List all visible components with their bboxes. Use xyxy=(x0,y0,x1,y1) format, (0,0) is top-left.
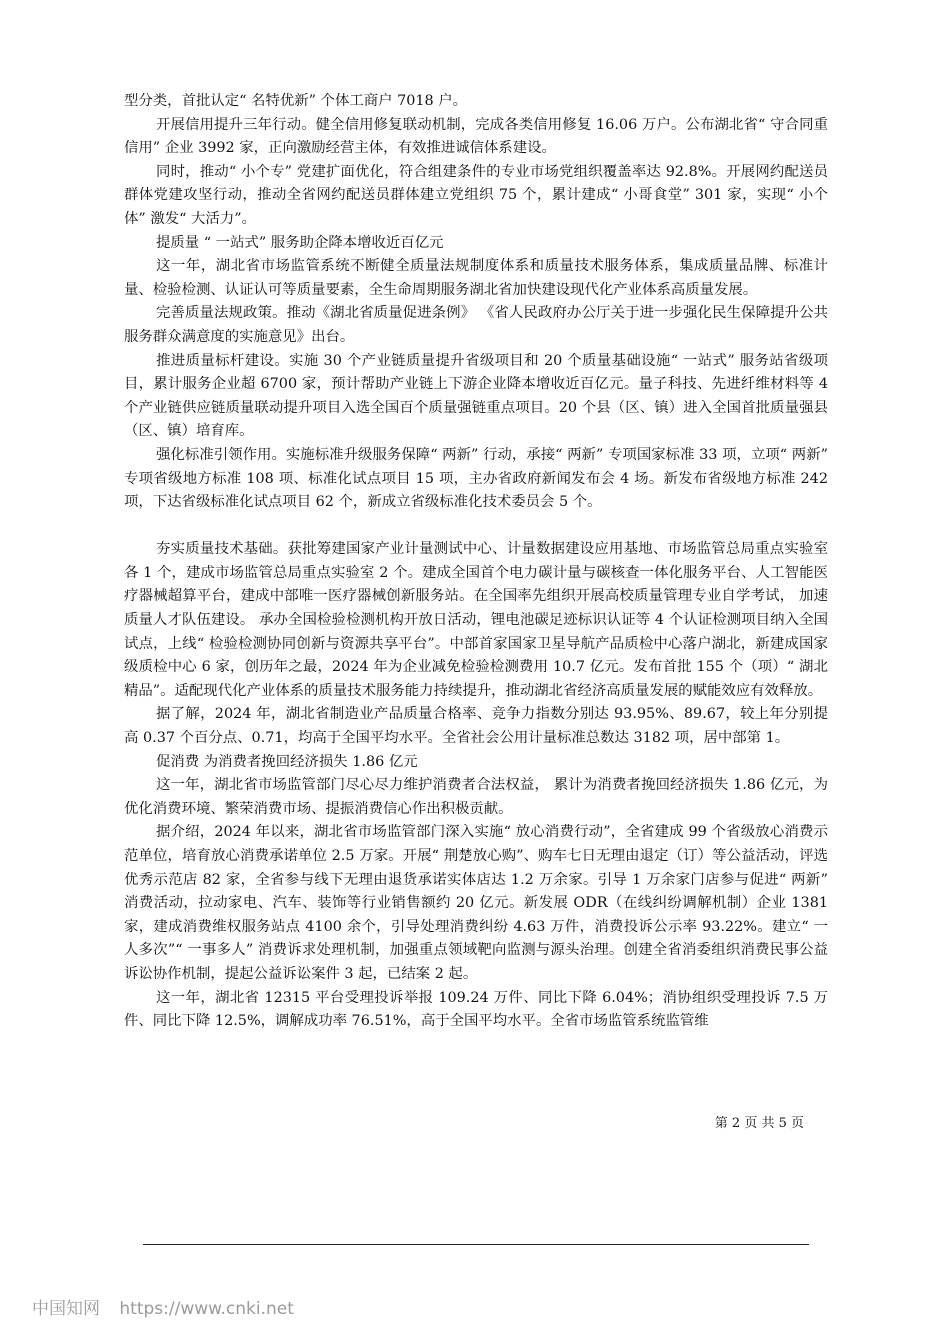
paragraph-8: 强化标准引领作用。实施标准升级服务保障“ 两新” 行动，承接“ 两新” 专项国家标准 33 项，立项“ 两新” 专项省级地方标准 108 项、标准化试点项目 15 项，主办省政府新闻发布会 4 场。新发布省级地方标准 242 项，下达省级标准化试点项目 62 个，新成立省级标准化技术委员会 5 个。 xyxy=(124,446,828,511)
watermark-url[interactable]: https://www.cnki.net xyxy=(119,1299,294,1319)
section-heading-consumption: 促消费 为消费者挽回经济损失 1.86 亿元 xyxy=(156,753,418,770)
paragraph-10: 据了解，2024 年，湖北省制造业产品质量合格率、竞争力指数分别达 93.95%、89.67，较上年分别提高 0.37 个百分点、0.71，均高于全国平均水平。全省社会公用计量标准总数达 3182 项，居中部第 1。 xyxy=(124,706,828,747)
footer-divider xyxy=(143,1244,809,1245)
watermark xyxy=(32,1294,308,1319)
paragraph-3: 同时，推动“ 小个专” 党建扩面优化，符合组建条件的专业市场党组织覆盖率达 92.8%。开展网约配送员群体党建攻坚行动，推动全省网约配送员群体建立党组织 75 个，累计建成“ 小哥食堂” 301 家，实现“ 小个体” 激发“ 大活力”。 xyxy=(124,163,828,227)
paragraph-13: 据介绍，2024 年以来，湖北省市场监管部门深入实施“ 放心消费行动”，全省建成 99 个省级放心消费示范单位，培育放心消费承诺单位 2.5 万家。开展“ 荆楚放心购”、购车七日无理由退定（订）等公益活动，评选优秀示范店 82 家，全省参与线下无理由退货承诺实体店达 1.2 万余家。引导 1 万余家门店参与促进“ 两新” 消费活动，拉动家电、汽车、装饰等行业销售额约 20 亿元。新发展 ODR（在线纠纷调解机制）企业 1381 家，建成消费维权服务站点 4100 余个，引导处理消费纠纷 4.63 万件，消费投诉公示率 93.22%。建立“ 一人多次”“ 一事多人” 消费诉求处理机制，加强重点领域靶向监测与源头治理。创建全省消委组织消费民事公益诉讼协作机制，提起公益诉讼案件 3 起，已结案 2 起。 xyxy=(124,824,828,982)
paragraph-5: 这一年，湖北省市场监管系统不断健全质量法规制度体系和质量技术服务体系，集成质量品牌、标准计量、检验检测、认证认可等质量要素，全生命周期服务湖北省加快建设现代化产业体系高质量发展。 xyxy=(124,258,828,298)
paragraph-1: 型分类，首批认定“ 名特优新” 个体工商户 7018 户。 xyxy=(124,93,468,109)
section-heading-quality: 提质量 “ 一站式” 服务助企降本增收近百亿元 xyxy=(156,234,444,251)
paragraph-7: 推进质量标杆建设。实施 30 个产业链质量提升省级项目和 20 个质量基础设施“ 一站式” 服务站省级项目，累计服务企业超 6700 家，预计帮助产业链上下游企业降本增收近百亿元。量子科技、先进纤维材料等 4 个产业链供应链质量联动提升项目入选全国百个质量强链重点项目。20 个县（区、镇）进入全国首批质量强县（区、镇）培育库。 xyxy=(124,352,828,440)
paragraph-2: 开展信用提升三年行动。健全信用修复联动机制，完成各类信用修复 16.06 万户。公布湖北省“ 守合同重信用” 企业 3992 家，正向激励经营主体，有效推进诚信体系建设。 xyxy=(124,116,828,157)
paragraph-6: 完善质量法规政策。推动《湖北省质量促进条例》 《省人民政府办公厅关于进一步强化民生保障提升公共服务群众满意度的实施意见》出台。 xyxy=(124,305,828,345)
page-number: 第 2 页 共 5 页 xyxy=(714,1116,804,1131)
paragraph-9: 夯实质量技术基础。获批筹建国家产业计量测试中心、计量数据建设应用基地、市场监管总局重点实验室各 1 个，建成市场监管总局重点实验室 2 个。建成全国首个电力碳计量与碳核查一体化服务平台、人工智能医疗器械超算平台，建成中部唯一医疗器械创新服务站。在全国率先组织开展高校质量管理专业自学考试， 加速质量人才队伍建设。 承办全国检验检测机构开放日活动，锂电池碳足迹标识认证等 4 个认证检测项目纳入全国试点，上线“ 检验检测协同创新与资源共享平台”。中部首家国家卫星导航产品质检中心落户湖北，新建成国家级质检中心 6 家，创历年之最，2024 年为企业减免检验检测费用 10.7 亿元。发布首批 155 个（项）“ 湖北精品”。适配现代化产业体系的质量技术服务能力持续提升，推动湖北省经济高质量发展的赋能效应有效释放。 xyxy=(124,541,828,699)
paragraph-14: 这一年，湖北省 12315 平台受理投诉举报 109.24 万件、同比下降 6.04%；消协组织受理投诉 7.5 万件、同比下降 12.5%，调解成功率 76.51%，高于全国平均水平。全省市场监管系统监管维 xyxy=(124,989,828,1030)
paragraph-12: 这一年，湖北省市场监管部门尽心尽力维护消费者合法权益， 累计为消费者挽回经济损失 1.86 亿元，为优化消费环境、繁荣消费市场、提振消费信心作出积极贡献。 xyxy=(124,777,828,817)
document-body xyxy=(124,90,828,1034)
watermark-brand: 中国知网 xyxy=(32,1299,100,1319)
